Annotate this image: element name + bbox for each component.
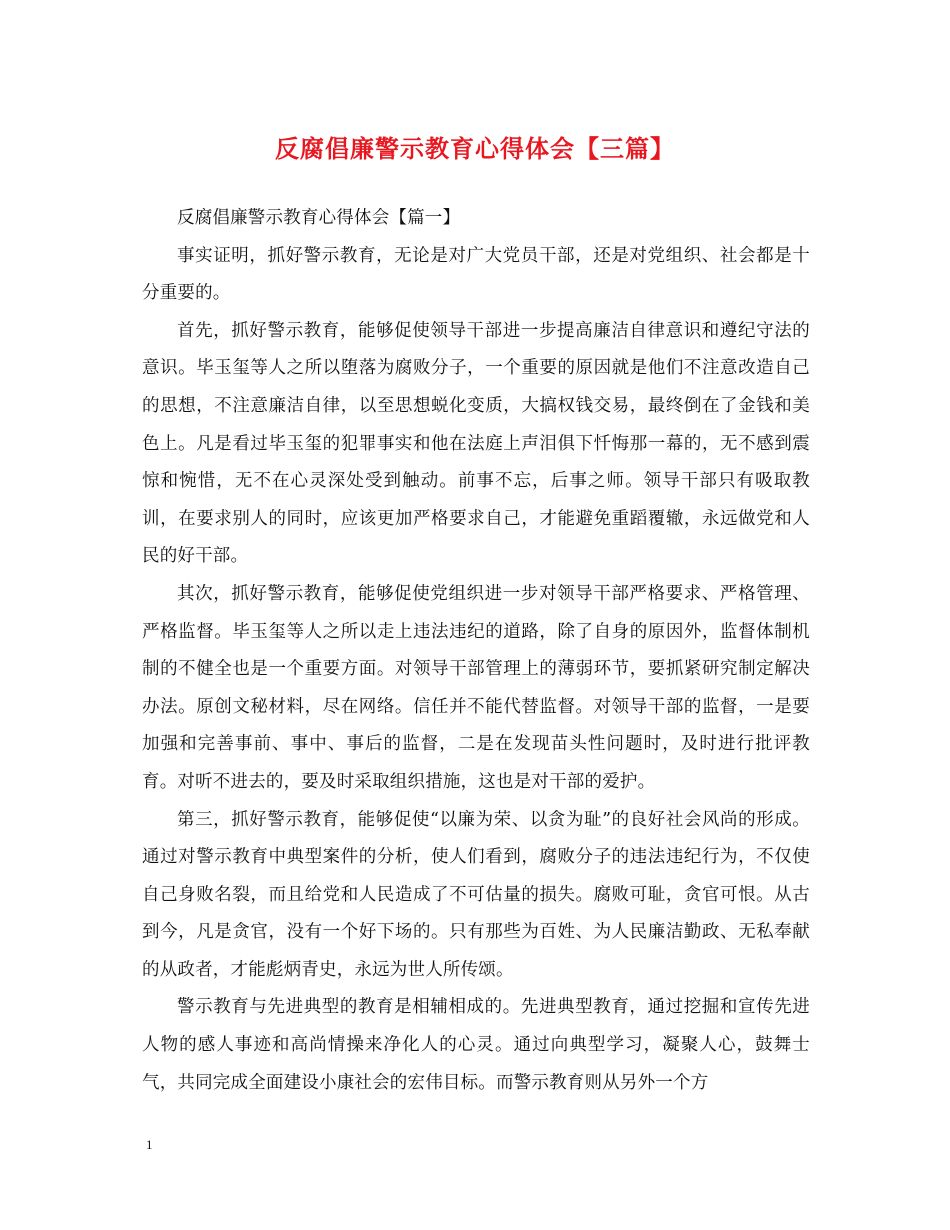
document-body	[142, 200, 810, 1102]
paragraph: 第三，抓好警示教育，能够促使“以廉为荣、以贪为耻”的良好社会风尚的形成。通过对警示教育中典型案件的分析，使人们看到，腐败分子的违法违纪行为，不仅使自己身败名裂，而且给党和人民造成了不可估量的损失。腐败可耻，贪官可恨。从古到今，凡是贪官，没有一个好下场的。只有那些为百姓、为人民廉洁勤政、无私奉献的从政者，才能彪炳青史，永远为世人所传颂。	[142, 809, 810, 980]
paragraph: 警示教育与先进典型的教育是相辅相成的。先进典型教育，通过挖掘和宣传先进人物的感人事迹和高尚情操来净化人的心灵。通过向典型学习，凝聚人心，鼓舞士气，共同完成全面建设小康社会的宏伟目标。而警示教育则从另外一个方	[142, 997, 810, 1093]
paragraph: 事实证明，抓好警示教育，无论是对广大党员干部，还是对党组织、社会都是十分重要的。	[142, 245, 810, 304]
section-heading: 反腐倡廉警示教育心得体会【篇一】	[177, 208, 461, 228]
paragraph: 其次，抓好警示教育，能够促使党组织进一步对领导干部严格要求、严格管理、严格监督。毕玉玺等人之所以走上违法违纪的道路，除了自身的原因外，监督体制机制的不健全也是一个重要方面。对领导干部管理上的薄弱环节，要抓紧研究制定解决办法。原创文秘材料，尽在网络。信任并不能代替监督。对领导干部的监督，一是要加强和完善事前、事中、事后的监督，二是在发现苗头性问题时，及时进行批评教育。对听不进去的，要及时采取组织措施，这也是对干部的爱护。	[142, 583, 810, 792]
document-title: 反腐倡廉警示教育心得体会【三篇】	[275, 134, 675, 163]
page-number: 1	[146, 1137, 153, 1152]
paragraph: 首先，抓好警示教育，能够促使领导干部进一步提高廉洁自律意识和遵纪守法的意识。毕玉玺等人之所以堕落为腐败分子，一个重要的原因就是他们不注意改造自己的思想，不注意廉洁自律，以至思想蜕化变质，大搞权钱交易，最终倒在了金钱和美色上。凡是看过毕玉玺的犯罪事实和他在法庭上声泪俱下忏悔那一幕的，无不感到震惊和惋惜，无不在心灵深处受到触动。前事不忘，后事之师。领导干部只有吸取教训，在要求别人的同时，应该更加严格要求自己，才能避免重蹈覆辙，永远做党和人民的好干部。	[142, 320, 810, 567]
